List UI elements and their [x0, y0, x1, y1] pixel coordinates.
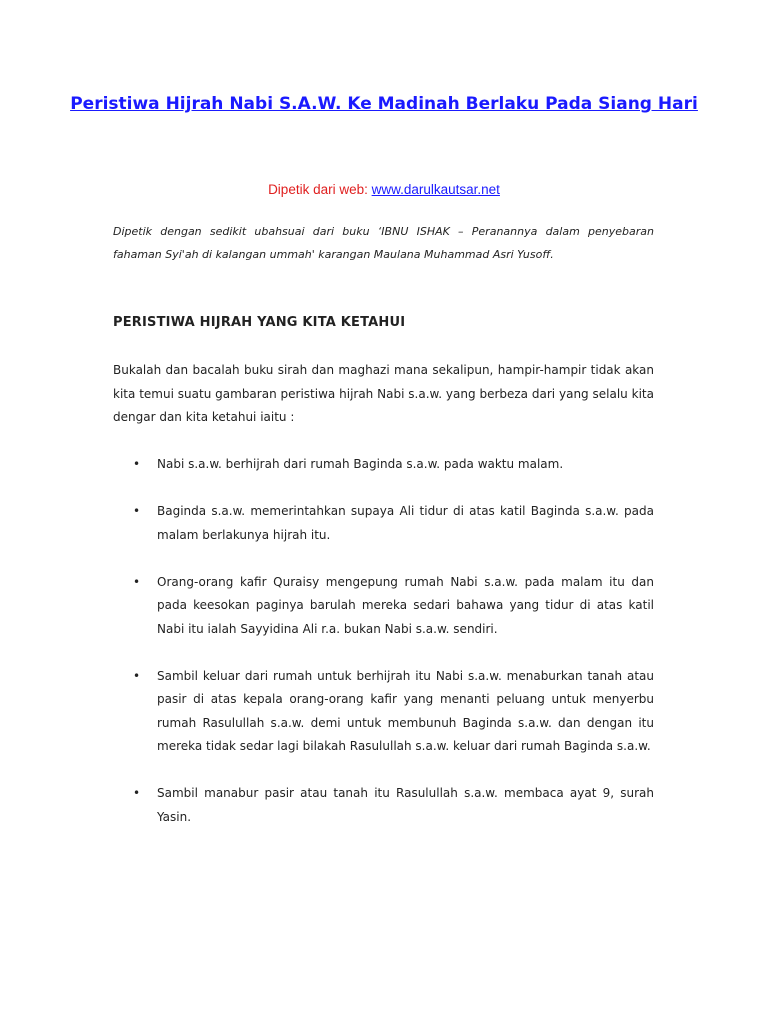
bullet-marker: • [133, 668, 141, 683]
document-title-link[interactable]: Peristiwa Hijrah Nabi S.A.W. Ke Madinah Berlaku Pada Siang Hari [70, 94, 698, 114]
source-link[interactable]: www.darulkautsar.net [371, 182, 500, 197]
source-prefix: Dipetik dari web: [268, 182, 372, 197]
source-line [0, 180, 768, 200]
list-item-text: Orang-orang kafir Quraisy mengepung rumah Nabi s.a.w. pada malam itu dan pada keesokan paginya barulah mereka sedari bahawa yang tidur di atas katil Nabi itu ialah Sayyidina Ali r.a. bukan Nabi s.a.w. sendiri. [157, 574, 654, 636]
body-paragraph: Bukalah dan bacalah buku sirah dan maghazi mana sekalipun, hampir-hampir tidak akan kita temui suatu gambaran peristiwa hijrah Nabi s.a.w. yang berbeza dari yang selalu kita dengar dan kita ketahui iaitu : [113, 363, 654, 424]
bullet-marker: • [133, 786, 141, 800]
list-item-text: Nabi s.a.w. berhijrah dari rumah Baginda s.a.w. pada waktu malam. [157, 457, 564, 471]
document-title[interactable] [60, 88, 708, 121]
list-item [113, 571, 654, 642]
bullet-marker: • [133, 574, 141, 589]
list-item-text: Baginda s.a.w. memerintahkan supaya Ali tidur di atas katil Baginda s.a.w. pada malam berlakunya hijrah itu. [157, 504, 654, 542]
list-item-text: Sambil keluar dari rumah untuk berhijrah itu Nabi s.a.w. menaburkan tanah atau pasir di atas kepala orang-orang kafir yang menanti peluang untuk menyerbu rumah Rasulullah s.a.w. demi untuk membunuh Baginda s.a.w. dan dengan itu mereka tidak sedar lagi bilakah Rasulullah s.a.w. keluar dari rumah Baginda s.a.w. [157, 668, 654, 753]
list-item [113, 500, 654, 547]
list-item [113, 453, 654, 477]
list-item [113, 782, 654, 829]
list-item [113, 665, 654, 759]
bullet-marker: • [133, 504, 141, 518]
bullet-list [113, 453, 654, 853]
section-heading: PERISTIWA HIJRAH YANG KITA KETAHUI [113, 315, 406, 330]
list-item-text: Sambil manabur pasir atau tanah itu Rasulullah s.a.w. membaca ayat 9, surah Yasin. [157, 786, 654, 824]
intro-note: Dipetik dengan sedikit ubahsuai dari buku ‘IBNU ISHAK – Peranannya dalam penyebaran fahaman Syi'ah di kalangan ummah' karangan Maulana Muhammad Asri Yusoff. [113, 225, 654, 261]
bullet-marker: • [133, 457, 141, 471]
